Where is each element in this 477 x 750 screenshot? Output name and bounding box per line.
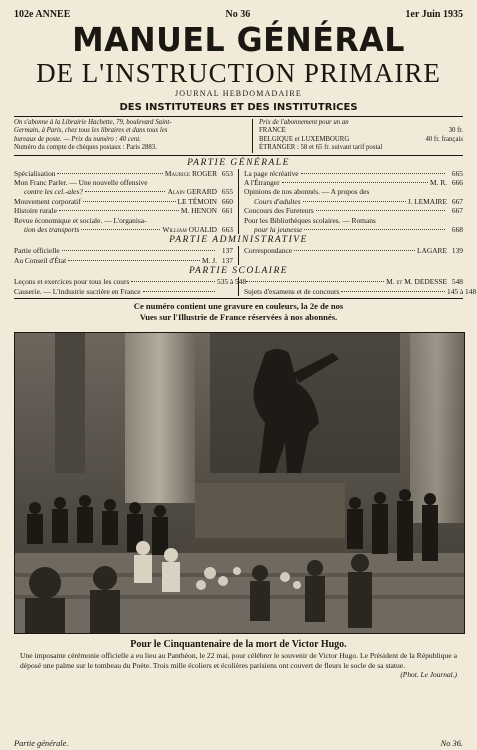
- page-footer: [0, 738, 477, 750]
- issue-date: 1er Juin 1935: [405, 9, 463, 20]
- toc-entry-continuation: [14, 225, 233, 234]
- toc-entry-title: A l'Étranger: [244, 178, 280, 188]
- toc-entry-page: 653: [221, 168, 233, 178]
- toc-generale: [14, 169, 463, 235]
- toc-entry-subtitle: tion des transports: [24, 225, 80, 235]
- toc-leader-dots: [282, 182, 428, 183]
- toc-entry-page: 665: [451, 168, 463, 178]
- section-title-generale: PARTIE GÉNÉRALE: [187, 157, 290, 168]
- toc-entry: [244, 206, 463, 215]
- photo-credit: (Phot. Le Journal.): [400, 669, 457, 679]
- rate-row: [259, 136, 463, 144]
- issue-number: No 36: [225, 9, 251, 20]
- toc-entry-page: 667: [451, 206, 463, 216]
- toc-leader-dots: [85, 191, 165, 192]
- toc-leader-dots: [131, 281, 215, 282]
- newspaper-page: [14, 8, 477, 744]
- toc-entry-author: Maurice ROGER: [164, 168, 217, 178]
- toc-entry: [14, 256, 233, 265]
- toc-entry-title: Correspondance: [244, 246, 293, 256]
- toc-entry-page: 663: [221, 225, 233, 235]
- toc-leader-dots: [83, 201, 176, 202]
- toc-entry-page: 137: [221, 255, 233, 265]
- divider: [14, 298, 463, 299]
- toc-entry-author: LE TÉMOIN: [177, 196, 217, 206]
- toc-leader-dots: [303, 201, 406, 202]
- toc-entry-author: M. et M. DEDESSE: [386, 277, 447, 287]
- toc-entry-page: 660: [221, 196, 233, 206]
- toc-leader-dots: [301, 173, 445, 174]
- toc-entry-page: 666: [451, 178, 463, 188]
- toc-leader-dots: [81, 229, 160, 230]
- toc-entry-title: Concours des Fureteurs: [244, 206, 314, 216]
- address-line: Numéro du compte de chèques postaux : Paris 2883.: [14, 144, 157, 152]
- toc-entry-title: Pour les Bibliothèques scolaires. — Romans: [244, 215, 376, 225]
- toc-entry-title: Causerie. — L'industrie sucrière en France: [14, 286, 141, 296]
- toc-column-right: [239, 246, 463, 265]
- toc-entry-title: Leçons et exercices pour tous les cours: [14, 277, 130, 287]
- subscription-rates: [253, 119, 463, 153]
- toc-entry-author: M. HENON: [180, 206, 217, 216]
- toc-entry: [244, 187, 463, 196]
- toc-entry-title: Mon Franc Parler. — Une nouvelle offensive: [14, 178, 148, 188]
- toc-entry-title: Spécialisation: [14, 168, 56, 178]
- toc-entry: [14, 277, 247, 287]
- toc-leader-dots: [294, 250, 415, 251]
- toc-entry-title: Histoire rurale: [14, 206, 57, 216]
- toc-leader-dots: [341, 291, 445, 292]
- toc-entry-continuation: [14, 187, 233, 196]
- toc-entry: [14, 216, 233, 225]
- section-title-scolaire: PARTIE SCOLAIRE: [188, 266, 289, 277]
- toc-entry-page: 535 à 548: [217, 277, 247, 287]
- toc-entry-title: Sujets d'examens et de concours: [244, 286, 340, 296]
- toc-entry: [244, 178, 463, 187]
- rate-price: 30 fr.: [448, 127, 463, 135]
- rate-region: BELGIQUE et LUXEMBOURG: [259, 135, 350, 143]
- rates-title: Prix de l'abonnement pour un an: [259, 119, 349, 126]
- journal-type: JOURNAL HEBDOMADAIRE: [174, 89, 303, 98]
- toc-leader-dots: [246, 281, 384, 282]
- rate-row: [259, 144, 463, 152]
- notice-line: Ce numéro contient une gravure en couleurs, la 2e de nos: [133, 301, 344, 312]
- toc-leader-dots: [57, 173, 162, 174]
- divider: [14, 116, 463, 117]
- photo-caption: Une imposante cérémonie officielle a eu lieu au Panthéon, le 22 mai, pour célébrer le souvenir de Victor Hugo. Le Président de la République a déposé une palme sur le tombeau du Poète. Trois mille écoliers et écolières parisiens ont couvert de fleurs le socle de sa statue.: [20, 651, 457, 670]
- toc-entry: [14, 206, 233, 215]
- toc-leader-dots: [59, 210, 179, 211]
- toc-entry-page: 667: [451, 196, 463, 206]
- toc-entry-author: LAGARE: [417, 246, 447, 256]
- toc-entry-page: 661: [221, 206, 233, 216]
- toc-entry: [14, 197, 233, 206]
- address-line: bureaux de poste. — Prix du numéro : 40 cent.: [14, 135, 141, 143]
- toc-entry-author: William OUALID: [162, 225, 217, 235]
- toc-leader-dots: [316, 210, 445, 211]
- toc-entry: [14, 169, 233, 178]
- toc-entry-author: M. R.: [429, 178, 447, 188]
- toc-entry-page: 655: [221, 187, 233, 197]
- photo-caption-title: Pour le Cinquantenaire de la mort de Victor Hugo.: [130, 639, 347, 651]
- footer-number: No 36.: [440, 739, 463, 748]
- toc-entry-title: Revue économique et sociale. — L'organisa-: [14, 215, 147, 225]
- notice-line: Vues sur l'Illustrie de France réservées à nos abonnés.: [139, 311, 338, 322]
- toc-entry-title: Au Conseil d'État: [14, 255, 67, 265]
- photo-illustration: [15, 333, 464, 633]
- toc-entry: [244, 169, 463, 178]
- toc-entry-title: Mouvement corporatif: [14, 196, 81, 206]
- toc-column-right: [239, 277, 477, 296]
- toc-column-left: [14, 246, 239, 265]
- toc-column-left: [14, 169, 239, 235]
- subscription-address: [14, 119, 253, 153]
- toc-entry-continuation: [244, 197, 463, 206]
- toc-entry-page: 139: [451, 246, 463, 256]
- rate-region: FRANCE: [259, 127, 286, 135]
- rate-price: 40 fr. français: [425, 135, 463, 143]
- toc-administrative: [14, 246, 463, 265]
- toc-entry-page: 668: [451, 225, 463, 235]
- toc-entry-subtitle: contre les cel.-ales?: [24, 187, 84, 197]
- toc-entry: [14, 178, 233, 187]
- toc-entry-page: 548: [451, 277, 463, 287]
- issue-notice: [14, 301, 463, 322]
- toc-entry-title: La page récréative: [244, 168, 299, 178]
- toc-entry: [244, 286, 477, 296]
- toc-entry: [14, 246, 233, 255]
- photograph-hugo-statue: [14, 332, 465, 634]
- toc-entry: [244, 216, 463, 225]
- toc-entry-subtitle: Cours d'adultes: [254, 196, 301, 206]
- masthead-subtitle: DE L'INSTRUCTION PRIMAIRE: [36, 58, 441, 88]
- toc-entry: [14, 287, 233, 296]
- toc-leader-dots: [68, 260, 200, 261]
- toc-entry-title: Opinions de nos abonnés. — A propos des: [244, 187, 370, 197]
- toc-column-right: [239, 169, 463, 235]
- masthead-title: MANUEL GÉNÉRAL: [72, 20, 405, 59]
- toc-entry-page: 137: [221, 246, 233, 256]
- footer-section: Partie générale.: [14, 739, 69, 748]
- toc-entry-title: Partie officielle: [14, 246, 60, 256]
- toc-entry-subtitle: pour la jeunesse: [254, 225, 303, 235]
- toc-entry-continuation: [244, 225, 463, 234]
- toc-entry: [244, 277, 463, 286]
- subscription-info: [14, 119, 463, 153]
- toc-leader-dots: [62, 250, 215, 251]
- toc-entry-page: 145 à 148: [447, 286, 477, 296]
- address-line: Germain, à Paris, chez tous les libraires et dans tous les: [14, 127, 168, 135]
- toc-entry-author: Alain GERARD: [167, 187, 217, 197]
- toc-leader-dots: [143, 291, 215, 292]
- rate-row: [259, 127, 463, 135]
- toc-entry-author: M. J.: [202, 255, 217, 265]
- toc-entry: [244, 246, 463, 255]
- divider: [14, 155, 463, 156]
- toc-scolaire: [14, 277, 477, 296]
- toc-entry-author: J. LEMAIRE: [407, 196, 447, 206]
- audience-line: DES INSTITUTEURS ET DES INSTITUTRICES: [119, 102, 358, 113]
- address-line: On s'abonne à la Librairie Hachette, 79, boulevard Saint-: [14, 119, 172, 126]
- section-title-administrative: PARTIE ADMINISTRATIVE: [169, 235, 308, 246]
- annee-label: 102e ANNEE: [14, 9, 71, 20]
- rate-region: ÉTRANGER : 58 et 65 fr. suivant tarif postal: [259, 144, 383, 152]
- toc-leader-dots: [304, 229, 445, 230]
- toc-column-left: [14, 277, 247, 296]
